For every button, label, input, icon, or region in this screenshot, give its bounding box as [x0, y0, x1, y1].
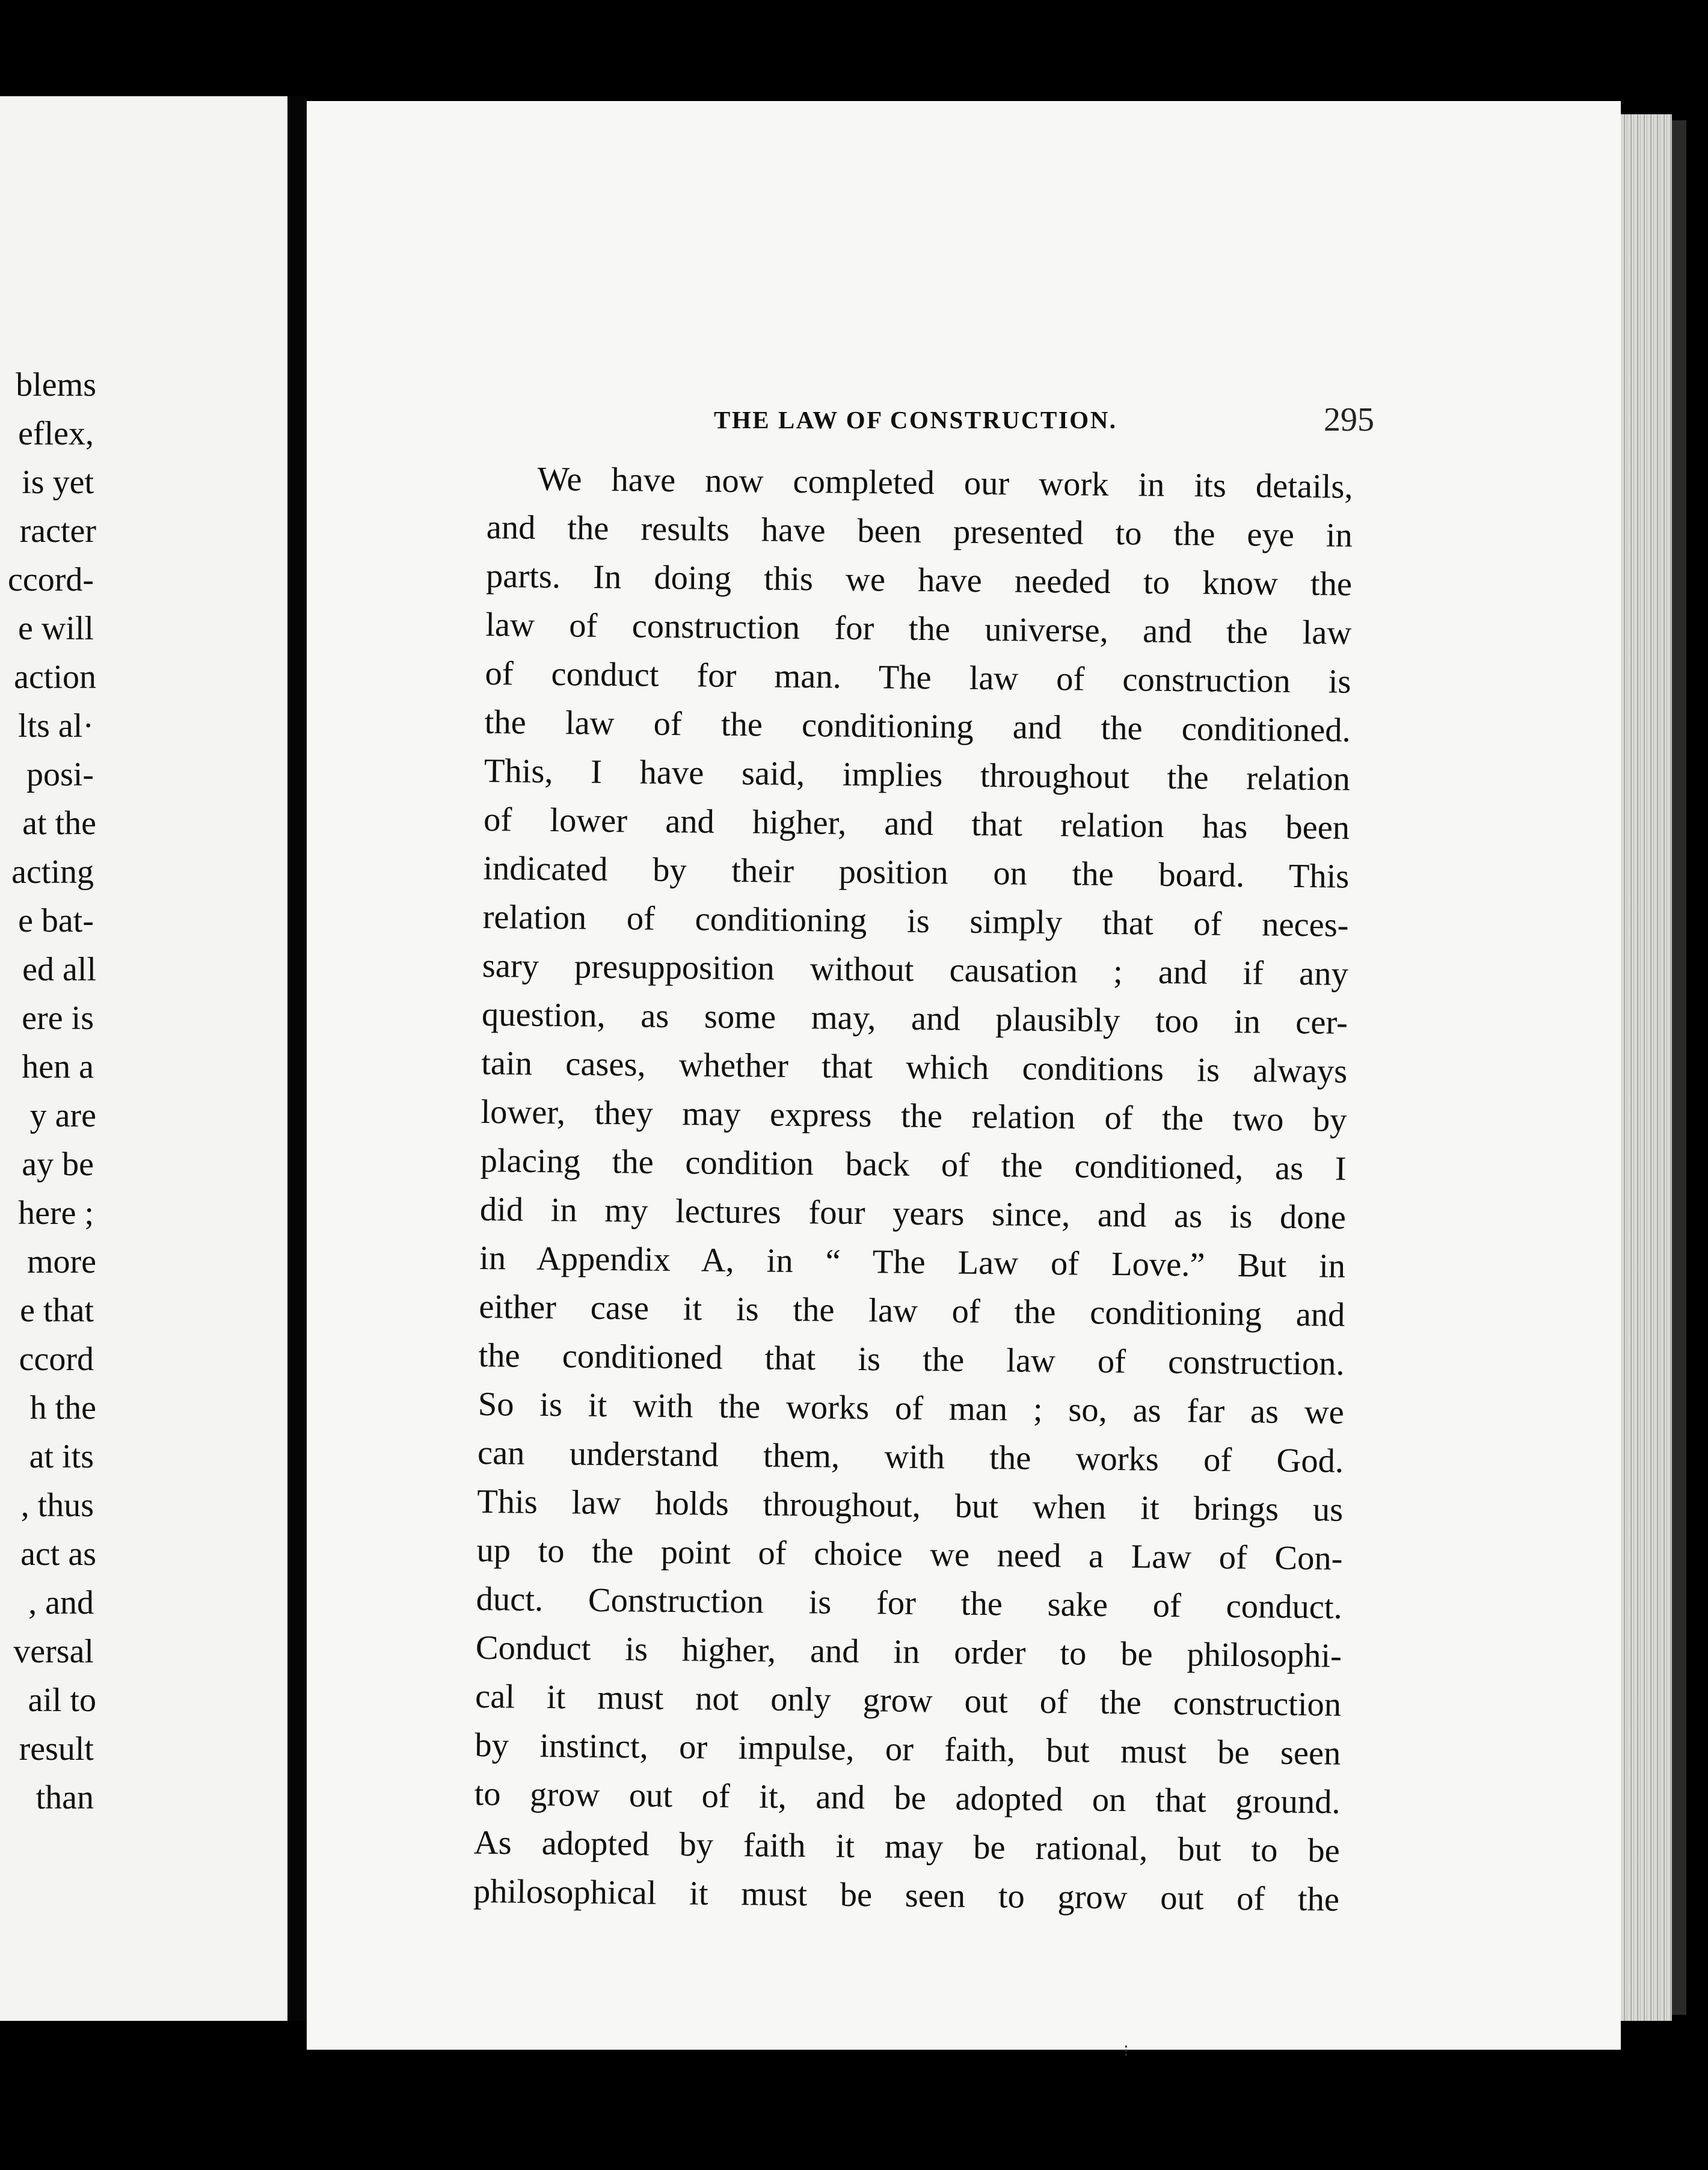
- text-line: We have now completed our work in its details,: [537, 460, 1353, 506]
- text-line: cal it must not only grow out of the construction: [475, 1677, 1342, 1724]
- text-line: either case it is the law of the conditioning and: [479, 1288, 1345, 1334]
- left-page-text-fragments: [0, 361, 287, 1961]
- left-page-line: is yet: [22, 464, 94, 501]
- text-line: tain cases, whether that which conditions is always: [481, 1044, 1348, 1090]
- left-page-line: blems: [16, 366, 96, 404]
- left-page-line: versal: [13, 1633, 94, 1670]
- left-page-line: eflex,: [18, 415, 94, 452]
- text-line: in Appendix A, in “ The Law of Love.” But in: [479, 1239, 1346, 1285]
- text-line: the conditioned that is the law of construction.: [478, 1336, 1345, 1383]
- text-line: of lower and higher, and that relation has been: [483, 801, 1350, 847]
- left-page-line: ay be: [22, 1146, 94, 1183]
- text-line: by instinct, or impulse, or faith, but must be seen: [475, 1726, 1341, 1772]
- text-line: As adopted by faith it may be rational, but to be: [473, 1824, 1341, 1870]
- left-page-line: , thus: [20, 1487, 94, 1524]
- text-line: to grow out of it, and be adopted on that ground.: [474, 1775, 1341, 1821]
- body-text: [473, 455, 1353, 1925]
- text-line: up to the point of choice we need a Law of Con-: [476, 1531, 1343, 1578]
- cover-edge: [1672, 120, 1686, 2015]
- left-page-line: posi-: [26, 756, 94, 793]
- text-line: philosophical it must be seen to grow out of the: [473, 1872, 1340, 1919]
- left-page-line: ere is: [22, 1000, 94, 1037]
- left-page-line: , and: [28, 1584, 94, 1621]
- text-line: law of construction for the universe, and the law: [485, 606, 1352, 652]
- left-page-line: action: [14, 659, 96, 696]
- text-line: can understand them, with the works of God.: [477, 1434, 1344, 1480]
- left-page-line: at its: [29, 1438, 94, 1475]
- text-line: the law of the conditioning and the conditioned.: [484, 703, 1351, 749]
- left-page-line: ccord: [19, 1341, 94, 1378]
- left-page-line: h the: [29, 1389, 96, 1427]
- running-head: THE LAW OF CONSTRUCTION.: [714, 406, 1117, 434]
- text-line: and the results have been presented to the eye in: [486, 508, 1353, 555]
- text-line: placing the condition back of the conditioned, as I: [480, 1142, 1347, 1188]
- left-page-line: at the: [22, 805, 96, 842]
- book-gutter: [287, 96, 307, 2021]
- left-page-line: ail to: [28, 1682, 96, 1719]
- left-page-line: result: [19, 1730, 94, 1768]
- left-page-line: ccord-: [7, 561, 94, 598]
- text-line: Conduct is higher, and in order to be philosophi-: [475, 1629, 1342, 1675]
- text-line: This, I have said, implies throughout the relation: [484, 752, 1351, 798]
- text-line: sary presupposition without causation ; and if any: [482, 947, 1349, 993]
- text-line: lower, they may express the relation of the two by: [481, 1093, 1347, 1139]
- left-page-line: hen a: [22, 1048, 94, 1086]
- left-page-line: than: [35, 1779, 94, 1816]
- left-page-line: acting: [11, 853, 94, 891]
- left-page-line: e bat-: [18, 902, 94, 939]
- left-page-line: e that: [20, 1292, 94, 1329]
- left-facing-page: [0, 96, 287, 2021]
- left-page-line: ed all: [22, 951, 96, 988]
- page-edges: [1621, 114, 1672, 2021]
- text-line: question, as some may, and plausibly too in cer-: [481, 995, 1348, 1042]
- left-page-line: act as: [20, 1535, 96, 1573]
- text-line: of conduct for man. The law of construction is: [485, 654, 1351, 701]
- left-page-line: lts al·: [18, 707, 94, 745]
- text-line: So is it with the works of man ; so, as far as we: [478, 1385, 1345, 1431]
- text-line: duct. Construction is for the sake of conduct.: [476, 1580, 1342, 1626]
- left-page-line: more: [26, 1243, 96, 1280]
- text-line: did in my lectures four years since, and as is done: [479, 1190, 1347, 1237]
- page-number: 295: [1324, 401, 1374, 438]
- bottom-dust-mark: ⁝: [1123, 2041, 1129, 2061]
- page-header: [307, 396, 1621, 444]
- text-line: This law holds throughout, but when it brings us: [476, 1483, 1344, 1529]
- left-page-line: racter: [19, 512, 96, 550]
- left-page-line: y are: [29, 1097, 96, 1134]
- text-line: parts. In doing this we have needed to know the: [485, 557, 1353, 603]
- left-page-line: e will: [18, 610, 94, 647]
- left-page-line: here ;: [18, 1194, 94, 1232]
- right-page: [307, 101, 1621, 2061]
- text-line: relation of conditioning is simply that of neces-: [482, 898, 1349, 944]
- text-line: indicated by their position on the board. This: [483, 849, 1350, 896]
